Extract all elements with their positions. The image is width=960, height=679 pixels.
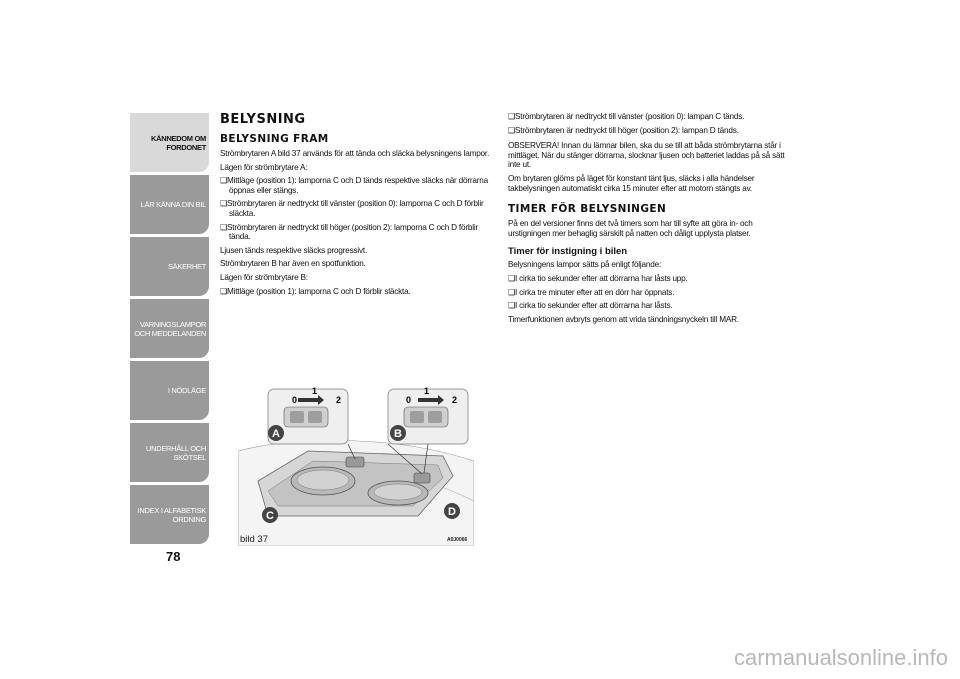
bullet-item: ❑ Strömbrytaren är nedtryckt till höger (position 2): lampan D tänds. (508, 126, 793, 136)
page-number: 78 (166, 549, 181, 564)
callout-d: D (448, 506, 456, 518)
tab-label: VARNINGSLAMPOR OCH MEDDELANDEN (134, 319, 206, 338)
subsection-heading: BELYSNING FRAM (220, 133, 329, 145)
paragraph: Strömbrytaren B har även en spotfunktion. (220, 259, 366, 269)
bullet-item: ❑ Mittläge (position 1): lamporna C och D förblir släckta. (220, 287, 490, 297)
paragraph: Timerfunktionen avbryts genom att vrida tändningsnyckeln till MAR. (508, 314, 739, 324)
callout-b: B (394, 428, 402, 440)
tab-underhall-och-skotsel[interactable] (130, 423, 209, 482)
tab-label: INDEX I ALFABETISK ORDNING (137, 505, 206, 524)
paragraph: På en del versioner finns det två timers som har till syfte att göra in- och urstigningen mer behaglig särskilt på natten och dåligt upplysta platser. (508, 219, 753, 238)
paragraph: OBSERVERA! Innan du lämnar bilen, ska du se till att båda strömbrytarna står i mittläget. När du stänger dörrarna, slocknar ljusen och batteriet laddas på så sätt inte ut. (508, 141, 785, 170)
callout-a: A (272, 428, 280, 440)
right-column (508, 112, 793, 328)
pos-0-b: 0 (406, 395, 412, 405)
tab-lar-kanna-din-bil[interactable] (130, 175, 209, 234)
pos-0: 0 (292, 395, 298, 405)
left-column (220, 112, 490, 300)
figure-caption: bild 37 (240, 534, 268, 545)
tab-sakerhet[interactable] (130, 237, 209, 296)
tab-varningslampor[interactable] (130, 299, 209, 358)
tab-index[interactable] (130, 485, 209, 544)
bullet-item: ❑ Strömbrytaren är nedtryckt till vänster (position 0): lamporna C och D förblir släckta. (220, 199, 490, 218)
pos-2-b: 2 (452, 395, 458, 405)
bullet-item: ❑ I cirka tre minuter efter att en dörr har öppnats. (508, 288, 793, 298)
pos-1-b: 1 (424, 386, 430, 396)
bullet-item: ❑ I cirka tio sekunder efter att dörrarna har låsts upp. (508, 274, 793, 284)
callout-c: C (266, 510, 274, 522)
tab-label: I NÖDLÄGE (167, 386, 206, 395)
timer-heading: TIMER FÖR BELYSNINGEN (508, 203, 667, 216)
watermark: carmanualsonline.info (733, 645, 948, 670)
tab-kannedom-om-fordonet[interactable] (130, 113, 209, 172)
paragraph: Om brytaren glöms på läget för konstant tänt ljus, släcks i alla händelser takbelysningen automatiskt cirka 15 minuter efter att motorn stängts av. (508, 173, 755, 193)
tab-label: LÄR KÄNNA DIN BIL (140, 200, 206, 209)
switch-b (414, 473, 430, 483)
tab-label: SÄKERHET (167, 262, 206, 271)
tab-label: KÄNNEDOM OM FORDONET (150, 133, 206, 152)
bullet-item: ❑ Strömbrytaren är nedtryckt till vänster (position 0): lampan C tänds. (508, 112, 793, 122)
pos-2: 2 (336, 395, 342, 405)
tab-label: UNDERHÅLL OCH SKÖTSEL (145, 443, 206, 462)
bullet-item: ❑ Strömbrytaren är nedtryckt till höger (position 2): lamporna C och D förblir tända. (220, 223, 490, 242)
ceiling-light-illustration (238, 381, 474, 546)
pos-1: 1 (312, 386, 318, 396)
figure-code: A0J0066 (447, 537, 468, 543)
bullet-item: ❑ I cirka tio sekunder efter att dörrarna har låsts. (508, 301, 793, 311)
section-heading: BELYSNING (220, 112, 306, 127)
paragraph: Strömbrytaren A bild 37 används för att tända och släcka belysningens lampor. (220, 149, 490, 158)
paragraph: Belysningens lampor sätts på enligt följande: (508, 260, 662, 270)
paragraph: Lägen för strömbrytare B: (220, 272, 308, 282)
minor-heading: Timer för instigning i bilen (508, 246, 628, 258)
paragraph: Ljusen tänds respektive släcks progressivt. (220, 245, 368, 255)
paragraph: Lägen för strömbrytare A: (220, 162, 308, 172)
tab-i-nodlage[interactable] (130, 361, 209, 420)
bullet-item: ❑ Mittläge (position 1): lamporna C och D tänds respektive släcks när dörrarna öppnas eller stängs. (220, 176, 490, 195)
